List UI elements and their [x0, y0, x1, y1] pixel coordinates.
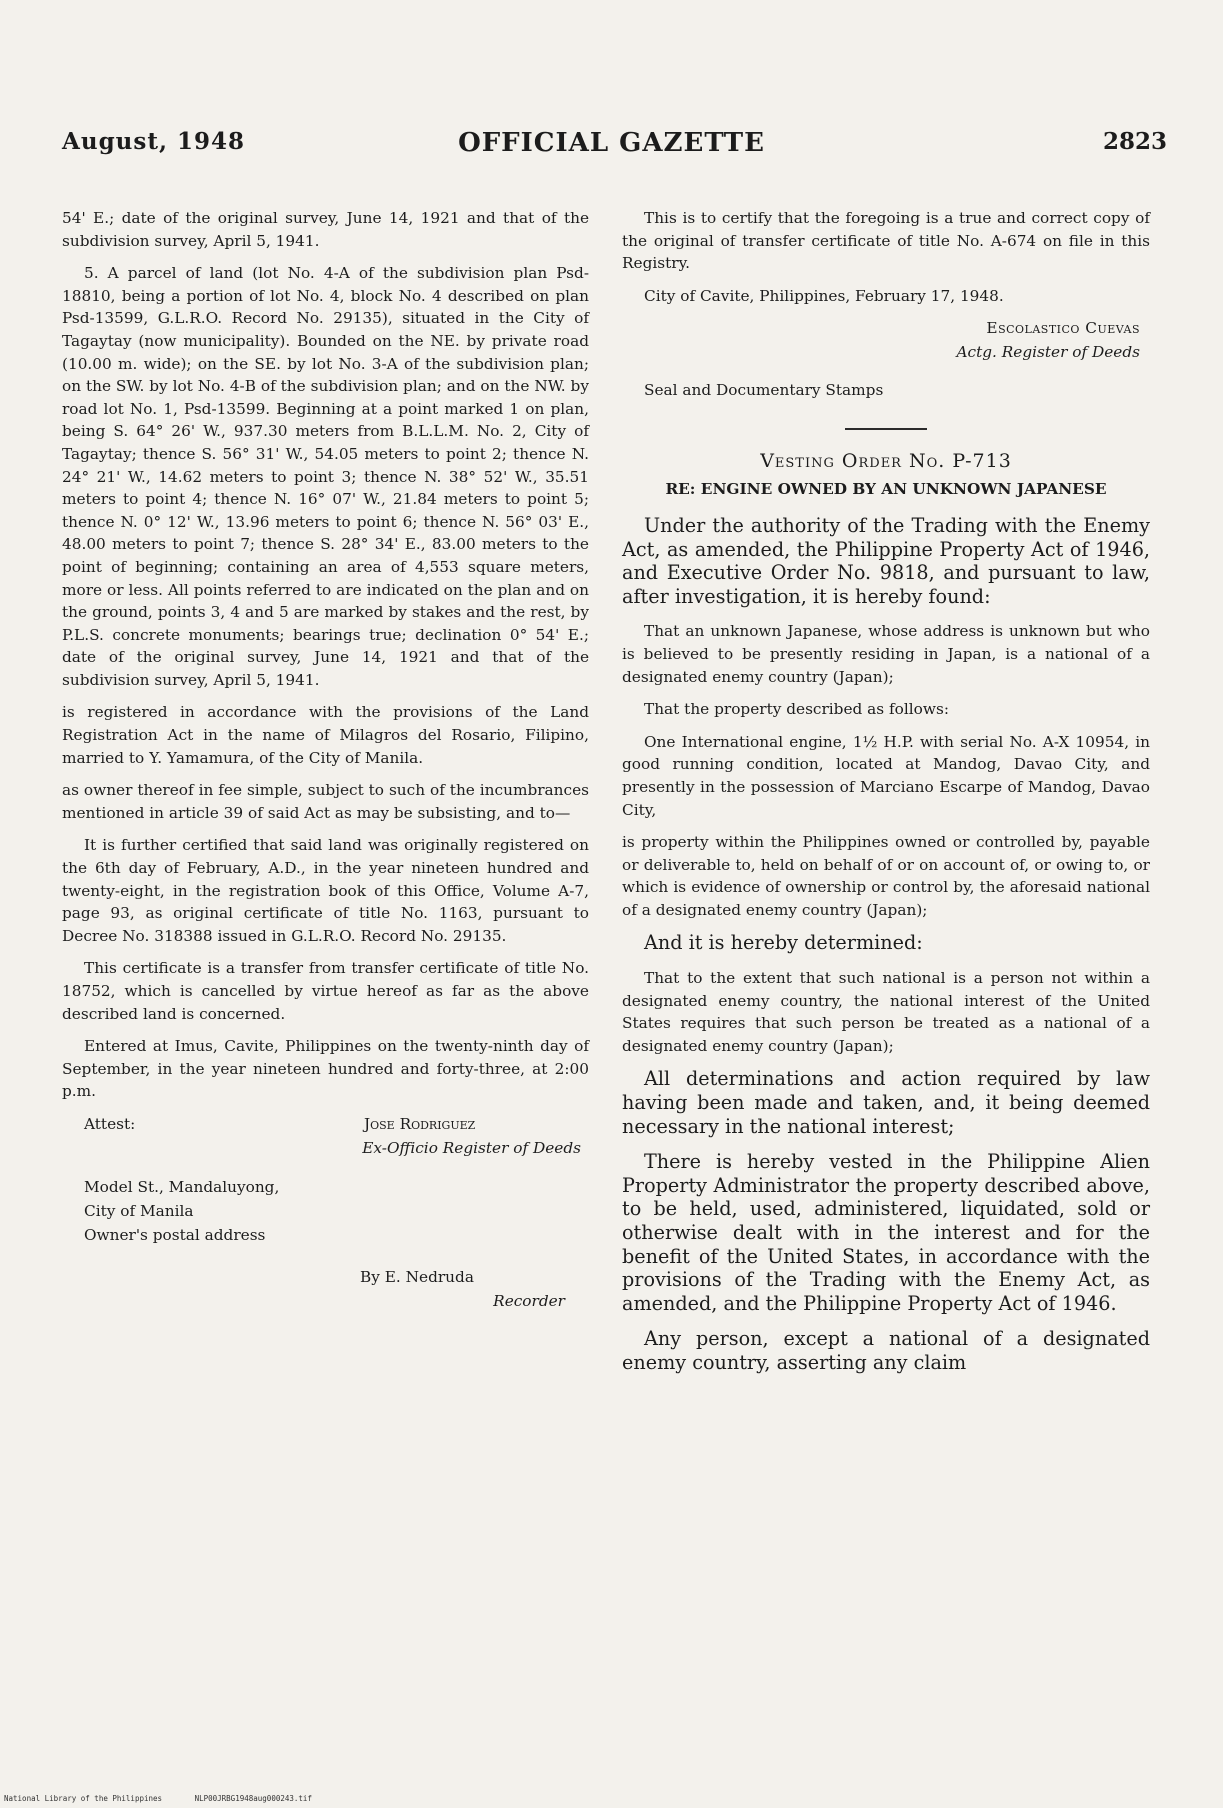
- paragraph: Any person, except a national of a designated enemy country, asserting any claim: [622, 1327, 1150, 1374]
- paragraph: Entered at Imus, Cavite, Philippines on the twenty-ninth day of September, in the year nineteen hundred and forty-three, at 2:00 p.m.: [62, 1037, 589, 1101]
- paragraph: All determinations and action required by law having been made and taken, and, it being deemed necessary in the national interest;: [622, 1067, 1150, 1138]
- paragraph: City of Cavite, Philippines, February 17, 1948.: [644, 286, 1004, 305]
- paragraph: Under the authority of the Trading with the Enemy Act, as amended, the Philippine Property Act of 1946, and Executive Order No. 9818, and pursuant to law, after investigation, it is hereby found:: [622, 513, 1150, 608]
- paragraph: There is hereby vested in the Philippine Alien Property Administrator the property described above, to be held, used, administered, liquidated, sold or otherwise dealt with in the interest and for the benefit of the United States, in accordance with the provisions of the Trading with the Enemy Act, as amended, and the Philippine Property Act of 1946.: [622, 1150, 1150, 1315]
- paragraph: One International engine, 1½ H.P. with serial No. A-X 10954, in good running condition, located at Mandog, Davao City, and presently in the possession of Marciano Escarpe of Mandog, Davao City,: [622, 732, 1150, 819]
- paragraph: as owner thereof in fee simple, subject to such of the incumbrances mentioned in article 39 of said Act as may be subsisting, and to—: [62, 781, 589, 822]
- recorder-signature: [62, 1265, 589, 1317]
- recorder-title: Recorder: [493, 1291, 565, 1310]
- signatory-name: Escolastico Cuevas: [986, 319, 1140, 338]
- paragraph: is registered in accordance with the provisions of the Land Registration Act in the name of Milagros del Rosario, Filipino, married to Y. Yamamura, of the City of Manila.: [62, 703, 589, 767]
- signatory-title: Ex-Officio Register of Deeds: [362, 1138, 581, 1157]
- paragraph: It is further certified that said land was originally registered on the 6th day of February, A.D., in the year nineteen hundred and twenty-eight, in the registration book of this Office, Volume A-7, page 93, as original certificate of title No. 1163, pursuant to Decree No. 318388 issued in G.L.R.O. Record No. 29135.: [62, 836, 589, 945]
- address-line: Model St., Mandaluyong,: [84, 1177, 280, 1196]
- register-signature: [622, 317, 1140, 363]
- paragraph: That to the extent that such national is a person not within a designated enemy country, the national interest of the United States requires that such person be treated as a national of a designated enemy country (Japan);: [622, 969, 1150, 1055]
- signatory-name: Jose Rodriguez: [364, 1114, 476, 1133]
- paragraph: This is to certify that the foregoing is a true and correct copy of the original of transfer certificate of title No. A-674 on file in this Registry.: [622, 209, 1150, 273]
- file-name: NLP00JRBG1948aug000243.tif: [194, 1794, 312, 1803]
- library-credit: National Library of the Philippines: [4, 1794, 163, 1803]
- recorder-name: By E. Nedruda: [360, 1267, 474, 1286]
- paragraph: That the property described as follows:: [644, 700, 949, 719]
- address-line: Owner's postal address: [84, 1225, 266, 1244]
- postal-address: [84, 1175, 589, 1247]
- vesting-order-title: Vesting Order No. P-713: [760, 449, 1012, 472]
- paragraph: 5. A parcel of land (lot No. 4-A of the subdivision plan Psd-18810, being a portion of lot No. 4, block No. 4 described on plan Psd-13599, G.L.R.O. Record No. 29135), situated in the City of Tagaytay (now municipality). Bounded on the NE. by private road (10.00 m. wide); on the SE. by lot No. 3-A of the subdivision plan; on the SW. by lot No. 4-B of the subdivision plan; and on the NW. by road lot No. 1, Psd-13599. Beginning at a point marked 1 on plan, being S. 64° 26' W., 937.30 meters from B.L.L.M. No. 2, City of Tagaytay; thence S. 56° 31' W., 54.05 meters to point 2; thence N. 24° 21' W., 14.62 meters to point 3; thence N. 38° 52' W., 35.51 meters to point 4; thence N. 16° 07' W., 21.84 meters to point 5; thence N. 0° 12' W., 13.96 meters to point 6; thence N. 56° 03' E., 48.00 meters to point 7; thence S. 28° 34' E., 83.00 meters to the point of beginning; containing an area of 4,553 square meters, more or less. All points referred to are indicated on the plan and on the ground, points 3, 4 and 5 are marked by stakes and the rest, by P.L.S. concrete monuments; bearings true; declination 0° 54' E.; date of the original survey, June 14, 1921 and that of the subdivision survey, April 5, 1941.: [62, 264, 589, 689]
- vesting-order-subtitle: RE: ENGINE OWNED BY AN UNKNOWN JAPANESE: [665, 479, 1107, 498]
- paragraph: This certificate is a transfer from transfer certificate of title No. 18752, which is cancelled by virtue hereof as far as the above described land is concerned.: [62, 959, 589, 1023]
- signatory-title: Actg. Register of Deeds: [956, 343, 1140, 362]
- address-line: City of Manila: [84, 1201, 194, 1220]
- page-header: [0, 128, 1223, 168]
- publication-title: OFFICIAL GAZETTE: [458, 128, 765, 158]
- scan-footer: [4, 1794, 340, 1803]
- paragraph: 54' E.; date of the original survey, June 14, 1921 and that of the subdivision survey, April 5, 1941.: [62, 209, 589, 250]
- paragraph: is property within the Philippines owned or controlled by, payable or deliverable to, held on behalf of or on account of, or owing to, or which is evidence of ownership or control by, the aforesaid national of a designated enemy country (Japan);: [622, 833, 1150, 919]
- left-column: [62, 207, 589, 1317]
- attestation: [62, 1113, 589, 1163]
- section-divider: [845, 428, 927, 430]
- paragraph: That an unknown Japanese, whose address is unknown but who is believed to be presently residing in Japan, is a national of a designated enemy country (Japan);: [622, 622, 1150, 686]
- page-number: 2823: [1102, 128, 1167, 155]
- header-date: August, 1948: [62, 128, 245, 155]
- attest-label: Attest:: [84, 1114, 136, 1133]
- right-column: [622, 207, 1150, 1387]
- seal-note: Seal and Documentary Stamps: [644, 381, 884, 400]
- paragraph: And it is hereby determined:: [644, 931, 923, 955]
